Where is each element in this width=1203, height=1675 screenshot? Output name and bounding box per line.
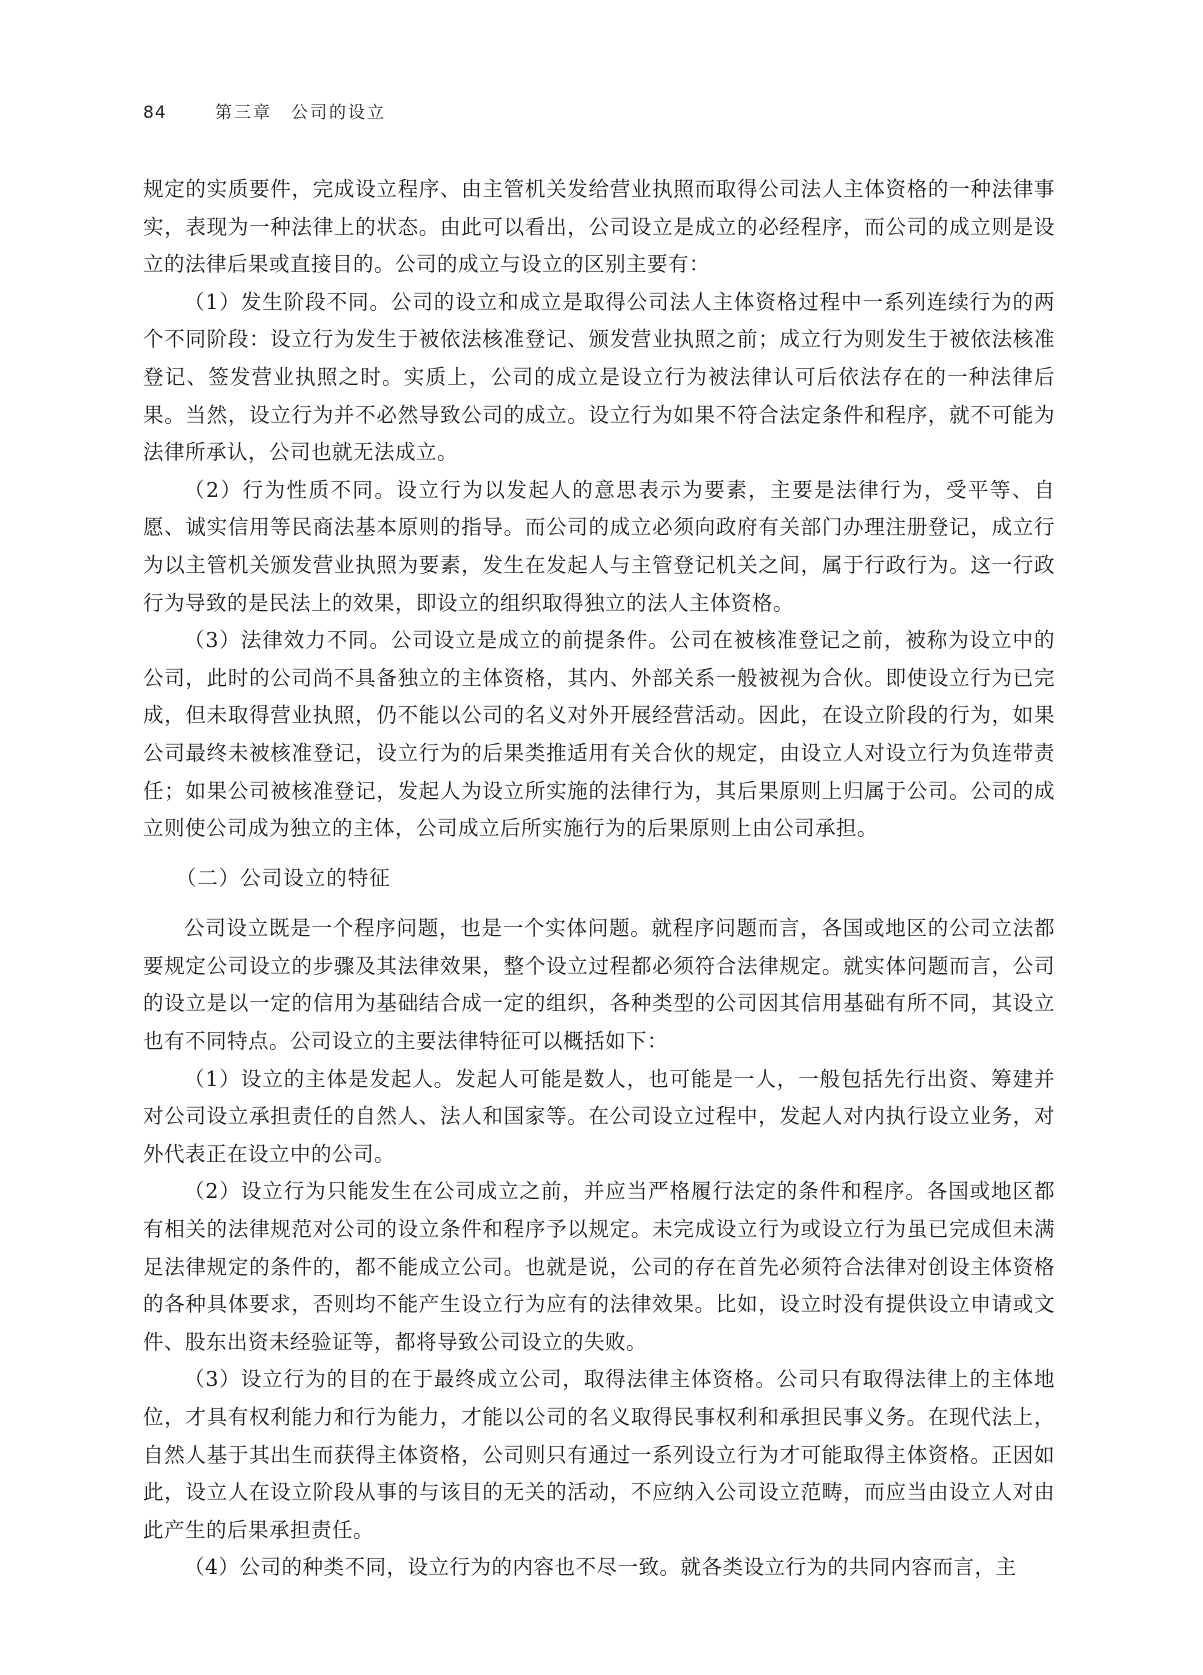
paragraph: 规定的实质要件，完成设立程序、由主管机关发给营业执照而取得公司法人主体资格的一种法律事实，表现为一种法律上的状态。由此可以看出，公司设立是成立的必经程序，而公司的成立则是设立的法律后果或直接目的。公司的成立与设立的区别主要有： [143, 177, 1055, 277]
paragraph: （3）法律效力不同。公司设立是成立的前提条件。公司在被核准登记之前，被称为设立中的公司，此时的公司尚不具备独立的主体资格，其内、外部关系一般被视为合伙。即使设立行为已完成，但未取得营业执照，仍不能以公司的名义对外开展经营活动。因此，在设立阶段的行为，如果公司最终未被核准登记，设立行为的后果类推适用有关合伙的规定，由设立人对设立行为负连带责任；如果公司被核准登记，发起人为设立所实施的法律行为，其后果原则上归属于公司。公司的成立则使公司成为独立的主体，公司成立后所实施行为的后果原则上由公司承担。 [143, 628, 1055, 841]
body-text [143, 171, 1055, 1587]
paragraph: （3）设立行为的目的在于最终成立公司，取得法律主体资格。公司只有取得法律上的主体地位，才具有权利能力和行为能力，才能以公司的名义取得民事权利和承担民事义务。在现代法上，自然人基于其出生而获得主体资格，公司则只有通过一系列设立行为才可能取得主体资格。正因如此，设立人在设立阶段从事的与该目的无关的活动，不应纳入公司设立范畴，而应当由设立人对由此产生的后果承担责任。 [143, 1367, 1055, 1542]
paragraph: （1）设立的主体是发起人。发起人可能是数人，也可能是一人，一般包括先行出资、筹建并对公司设立承担责任的自然人、法人和国家等。在公司设立过程中，发起人对内执行设立业务，对外代表正在设立中的公司。 [143, 1066, 1055, 1166]
chapter-title: 第三章 公司的设立 [215, 103, 386, 123]
section-heading: （二）公司设立的特征 [175, 865, 391, 890]
paragraph: （1）发生阶段不同。公司的设立和成立是取得公司法人主体资格过程中一系列连续行为的两个不同阶段：设立行为发生于被依法核准登记、颁发营业执照之前；成立行为则发生于被依法核准登记、签发营业执照之时。实质上，公司的成立是设立行为被法律认可后依法存在的一种法律后果。当然，设立行为并不必然导致公司的成立。设立行为如果不符合法定条件和程序，就不可能为法律所承认，公司也就无法成立。 [143, 289, 1055, 465]
page-number: 84 [143, 103, 167, 123]
running-header [143, 98, 386, 123]
paragraph: 公司设立既是一个程序问题，也是一个实体问题。就程序问题而言，各国或地区的公司立法都要规定公司设立的步骤及其法律效果，整个设立过程都必须符合法律规定。就实体问题而言，公司的设立是以一定的信用为基础结合成一定的组织，各种类型的公司因其信用基础有所不同，其设立也有不同特点。公司设立的主要法律特征可以概括如下： [143, 916, 1055, 1054]
paragraph: （4）公司的种类不同，设立行为的内容也不尽一致。就各类设立行为的共同内容而言，主 [184, 1555, 1017, 1580]
paragraph: （2）设立行为只能发生在公司成立之前，并应当严格履行法定的条件和程序。各国或地区都有相关的法律规范对公司的设立条件和程序予以规定。未完成设立行为或设立行为虽已完成但未满足法律规定的条件的，都不能成立公司。也就是说，公司的存在首先必须符合法律对创设主体资格的各种具体要求，否则均不能产生设立行为应有的法律效果。比如，设立时没有提供设立申请或文件、股东出资未经验证等，都将导致公司设立的失败。 [143, 1179, 1055, 1354]
paragraph: （2）行为性质不同。设立行为以发起人的意思表示为要素，主要是法律行为，受平等、自愿、诚实信用等民商法基本原则的指导。而公司的成立必须向政府有关部门办理注册登记，成立行为以主管机关颁发营业执照为要素，发生在发起人与主管登记机关之间，属于行政行为。这一行政行为导致的是民法上的效果，即设立的组织取得独立的法人主体资格。 [143, 477, 1055, 615]
